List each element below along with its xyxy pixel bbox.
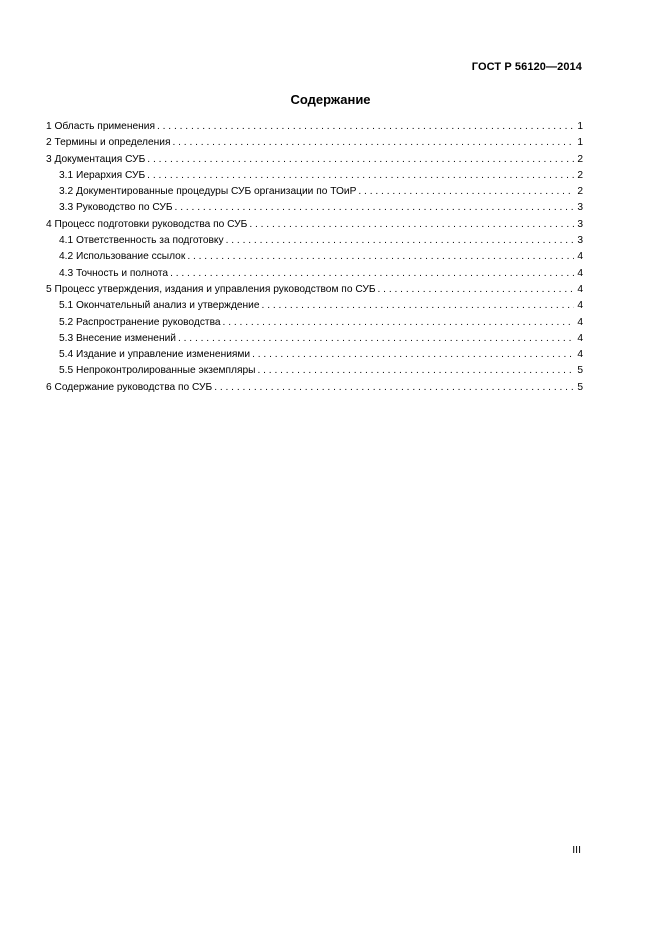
toc-subentry[interactable] [46, 168, 583, 184]
toc-entry-label: 5.1 Окончательный анализ и утверждение [59, 300, 260, 312]
toc-leader [157, 119, 574, 135]
toc-subentry[interactable] [46, 315, 583, 331]
toc-entry-page: 4 [577, 267, 583, 279]
toc-subentry[interactable] [46, 200, 583, 216]
toc-leader [249, 217, 574, 233]
toc-entry[interactable] [46, 217, 583, 233]
toc-entry-label: 4.3 Точность и полнота [59, 267, 169, 279]
toc-entry-page: 3 [577, 218, 583, 230]
toc-leader [187, 249, 574, 265]
toc-entry-page: 2 [577, 186, 583, 198]
toc-entry-label: 5.3 Внесение изменений [59, 332, 176, 344]
toc-entry-label: 4 Процесс подготовки руководства по СУБ [46, 218, 248, 230]
toc-leader [223, 315, 574, 331]
toc-leader [178, 331, 574, 347]
toc-entry-page: 4 [577, 316, 583, 328]
toc-entry-page: 4 [577, 283, 583, 295]
toc-entry-label: 4.1 Ответственность за подготовку [59, 235, 224, 247]
toc-leader [378, 282, 574, 298]
toc-entry-page: 1 [577, 121, 583, 132]
document-id: ГОСТ Р 56120—2014 [471, 61, 582, 73]
toc-entry[interactable] [46, 282, 583, 298]
toc-entry-page: 3 [577, 235, 583, 247]
toc-leader [226, 233, 574, 249]
toc-entry-label: 3.3 Руководство по СУБ [59, 202, 173, 214]
toc-entry-label: 1 Область применения [46, 121, 155, 132]
toc-entry-page: 2 [577, 169, 583, 181]
toc-entry-page: 2 [577, 153, 583, 165]
toc-entry-label: 5.5 Непроконтролированные экземпляры [59, 365, 256, 377]
page-title: Содержание [290, 92, 371, 107]
toc-leader [214, 380, 574, 396]
toc-leader [257, 363, 574, 379]
toc-entry-page: 1 [577, 137, 583, 149]
toc-entry-label: 3.1 Иерархия СУБ [59, 169, 146, 181]
toc-subentry[interactable] [46, 331, 583, 347]
toc-entry-page: 3 [577, 202, 583, 214]
toc-subentry[interactable] [46, 233, 583, 249]
toc-leader [175, 200, 574, 216]
toc-subentry[interactable] [46, 184, 583, 200]
toc-entry[interactable] [46, 152, 583, 168]
toc-entry-page: 4 [577, 300, 583, 312]
toc-subentry[interactable] [46, 249, 583, 265]
toc-subentry[interactable] [46, 347, 583, 363]
toc-leader [172, 135, 574, 151]
toc-entry-label: 3.2 Документированные процедуры СУБ организации по ТОиР [59, 186, 357, 198]
page-number: III [572, 844, 581, 856]
table-of-contents [46, 119, 583, 396]
toc-entry[interactable] [46, 135, 583, 151]
toc-leader [147, 168, 574, 184]
toc-leader [262, 298, 574, 314]
toc-entry-label: 5.2 Распространение руководства [59, 316, 221, 328]
toc-entry-page: 4 [577, 349, 583, 361]
toc-entry-page: 4 [577, 332, 583, 344]
toc-entry-label: 6 Содержание руководства по СУБ [46, 381, 213, 393]
toc-entry-page: 4 [577, 251, 583, 263]
toc-leader [170, 266, 574, 282]
toc-subentry[interactable] [46, 298, 583, 314]
toc-entry[interactable] [46, 380, 583, 396]
toc-subentry[interactable] [46, 266, 583, 282]
toc-entry-label: 5 Процесс утверждения, издания и управления руководством по СУБ [46, 283, 376, 295]
toc-entry[interactable] [46, 119, 583, 135]
toc-entry-page: 5 [577, 381, 583, 393]
toc-entry-page: 5 [577, 365, 583, 377]
toc-entry-label: 2 Термины и определения [46, 137, 171, 149]
toc-entry-label: 5.4 Издание и управление изменениями [59, 349, 251, 361]
toc-entry-label: 3 Документация СУБ [46, 153, 146, 165]
toc-leader [358, 184, 574, 200]
toc-subentry[interactable] [46, 363, 583, 379]
toc-leader [147, 152, 574, 168]
toc-entry-label: 4.2 Использование ссылок [59, 251, 186, 263]
toc-leader [252, 347, 574, 363]
